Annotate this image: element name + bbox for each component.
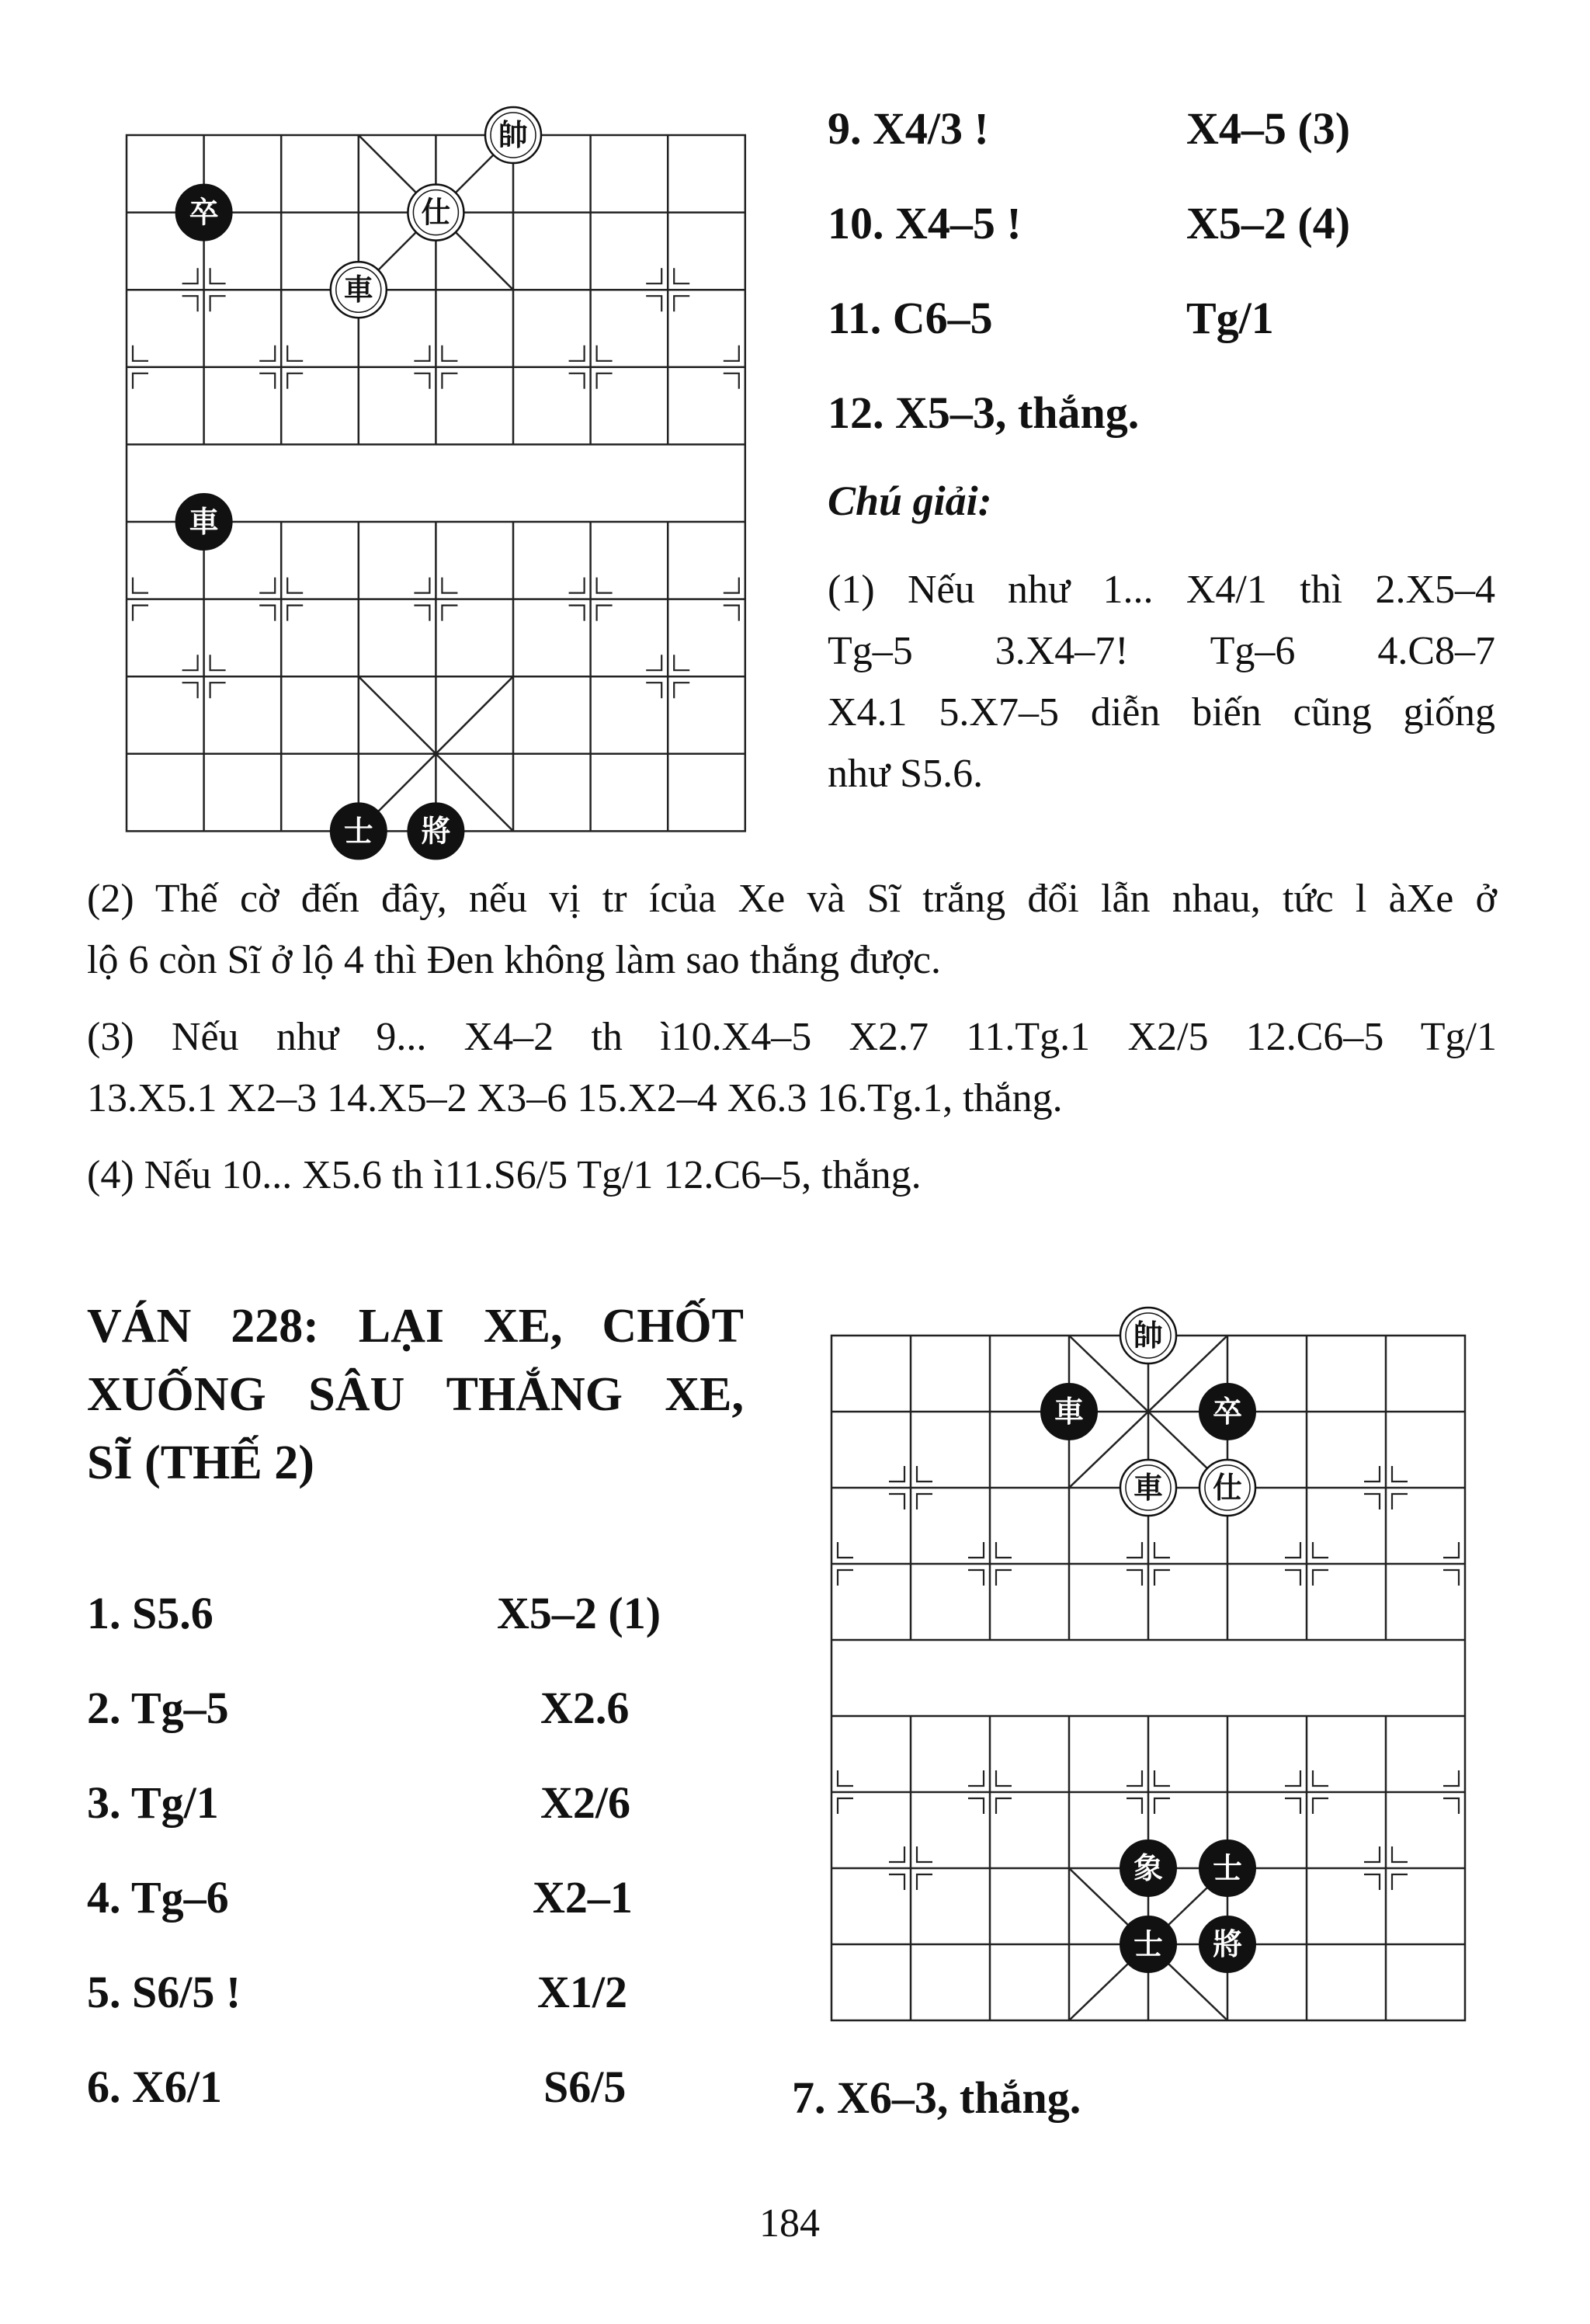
- position-marker: [442, 606, 457, 621]
- move-number: 11. C6–5: [828, 293, 993, 343]
- position-marker: [968, 1542, 984, 1558]
- black-shi-piece-2: [1120, 1916, 1176, 1972]
- note-2: [87, 868, 1497, 991]
- position-marker: [133, 578, 148, 593]
- piece-char: 卒: [1213, 1394, 1242, 1429]
- position-marker: [1392, 1494, 1408, 1509]
- title-line: XUỐNG SÂU THẮNG XE,: [87, 1368, 744, 1421]
- position-marker: [646, 683, 661, 698]
- position-marker: [917, 1874, 932, 1890]
- position-marker: [597, 373, 613, 389]
- position-marker: [1443, 1770, 1459, 1786]
- position-marker: [133, 373, 148, 389]
- move-reply: X2–1: [533, 1872, 633, 1923]
- position-marker: [569, 373, 585, 389]
- move-7: 7. X6–3, thắng.: [792, 2072, 1081, 2123]
- piece-char: 車: [1133, 1470, 1163, 1505]
- move-reply: X2.6: [540, 1683, 630, 1733]
- position-marker: [210, 655, 226, 670]
- position-marker: [1154, 1770, 1170, 1786]
- position-marker: [1285, 1570, 1300, 1586]
- position-marker: [259, 578, 275, 593]
- position-marker: [724, 578, 739, 593]
- position-marker: [287, 578, 303, 593]
- black-jiang-piece: [408, 803, 463, 859]
- white-shi-piece: [408, 185, 463, 241]
- position-marker: [917, 1466, 932, 1482]
- position-marker: [414, 606, 429, 621]
- position-marker: [259, 606, 275, 621]
- note-1-line: Tg–5 3.X4–7! Tg–6 4.C8–7: [828, 629, 1495, 673]
- position-marker: [182, 296, 198, 311]
- position-marker: [1392, 1466, 1408, 1482]
- position-marker: [1313, 1798, 1328, 1814]
- move-number: 3. Tg/1: [87, 1777, 219, 1828]
- position-marker: [968, 1570, 984, 1586]
- position-marker: [133, 346, 148, 361]
- black-shi-piece: [1199, 1840, 1255, 1896]
- position-marker: [1127, 1542, 1142, 1558]
- position-marker: [996, 1798, 1012, 1814]
- position-marker: [1154, 1570, 1170, 1586]
- note-4-line: (4) Nếu 10... X5.6 th ì11.S6/5 Tg/1 12.C6–5, thắng.: [87, 1153, 922, 1197]
- note-1-line: (1) Nếu như 1... X4/1 thì 2.X5–4: [828, 568, 1495, 612]
- note-2-line: lộ 6 còn Sĩ ở lộ 4 thì Đen không làm sao thắng được.: [87, 938, 941, 982]
- xiangqi-board-1: [124, 117, 776, 849]
- black-xiang-piece: [1120, 1840, 1176, 1896]
- piece-char: 卒: [189, 195, 219, 230]
- position-marker: [1443, 1570, 1459, 1586]
- move-number: 2. Tg–5: [87, 1683, 229, 1733]
- position-marker: [1443, 1798, 1459, 1814]
- position-marker: [1313, 1770, 1328, 1786]
- move-reply: Tg/1: [1186, 293, 1274, 343]
- position-marker: [414, 346, 429, 361]
- note-3-line: 13.X5.1 X2–3 14.X5–2 X3–6 15.X2–4 X6.3 16.Tg.1, thắng.: [87, 1076, 1063, 1120]
- position-marker: [889, 1874, 904, 1890]
- position-marker: [889, 1466, 904, 1482]
- title-line: VÁN 228: LẠI XE, CHỐT: [87, 1300, 744, 1353]
- note-2-line: (2) Thế cờ đến đây, nếu vị tr ícủa Xe và Sĩ trắng đổi lẫn nhau, tức l àXe ở: [87, 877, 1497, 921]
- piece-char: 車: [1054, 1394, 1084, 1429]
- position-marker: [1364, 1466, 1380, 1482]
- position-marker: [210, 268, 226, 283]
- position-marker: [442, 346, 457, 361]
- position-marker: [597, 346, 613, 361]
- position-marker: [1392, 1874, 1408, 1890]
- position-marker: [597, 578, 613, 593]
- move-number: 12. X5–3, thắng.: [828, 387, 1140, 438]
- position-marker: [1127, 1798, 1142, 1814]
- piece-char: 帥: [498, 117, 528, 152]
- position-marker: [182, 655, 198, 670]
- position-marker: [1364, 1494, 1380, 1509]
- note-1-line: X4.1 5.X7–5 diễn biến cũng giống: [828, 690, 1495, 735]
- position-marker: [968, 1770, 984, 1786]
- xiangqi-board-2: [828, 1318, 1464, 2034]
- position-marker: [414, 373, 429, 389]
- position-marker: [838, 1542, 853, 1558]
- black-che-piece: [1041, 1384, 1097, 1440]
- position-marker: [674, 655, 689, 670]
- position-marker: [1154, 1798, 1170, 1814]
- position-marker: [210, 683, 226, 698]
- position-marker: [1285, 1770, 1300, 1786]
- position-marker: [414, 578, 429, 593]
- move-reply: X5–2 (1): [497, 1588, 661, 1638]
- piece-char: 將: [421, 814, 451, 849]
- piece-char: 士: [343, 814, 373, 849]
- black-zu-piece: [1199, 1384, 1255, 1440]
- position-marker: [259, 346, 275, 361]
- position-marker: [1392, 1846, 1408, 1862]
- position-marker: [1364, 1846, 1380, 1862]
- note-4: [87, 1145, 1497, 1206]
- position-marker: [442, 373, 457, 389]
- position-marker: [1285, 1542, 1300, 1558]
- note-3: [87, 1006, 1497, 1129]
- position-marker: [889, 1846, 904, 1862]
- position-marker: [646, 296, 661, 311]
- note-3-line: (3) Nếu như 9... X4–2 th ì10.X4–5 X2.7 11.Tg.1 X2/5 12.C6–5 Tg/1: [87, 1015, 1497, 1059]
- position-marker: [1313, 1542, 1328, 1558]
- notes-heading: Chú giải:: [828, 478, 992, 524]
- move-number: 4. Tg–6: [87, 1872, 229, 1923]
- black-zu-piece: [176, 185, 232, 241]
- white-shuai-piece: [1120, 1308, 1176, 1363]
- move-number: 1. S5.6: [87, 1588, 214, 1638]
- white-shuai-piece: [485, 107, 541, 163]
- piece-char: 車: [343, 273, 373, 307]
- black-che-piece: [176, 494, 232, 550]
- board-2-svg: [828, 1318, 1464, 2034]
- move-reply: X1/2: [537, 1967, 627, 2017]
- position-marker: [917, 1846, 932, 1862]
- position-marker: [442, 578, 457, 593]
- position-marker: [646, 655, 661, 670]
- move-number: 10. X4–5 !: [828, 198, 1022, 248]
- note-1: [828, 559, 1495, 804]
- game-title: [87, 1292, 744, 1497]
- position-marker: [724, 606, 739, 621]
- position-marker: [724, 346, 739, 361]
- position-marker: [889, 1494, 904, 1509]
- position-marker: [259, 373, 275, 389]
- note-1-line: như S5.6.: [828, 752, 984, 796]
- position-marker: [917, 1494, 932, 1509]
- position-marker: [996, 1770, 1012, 1786]
- position-marker: [674, 268, 689, 283]
- piece-char: 士: [1133, 1926, 1163, 1961]
- black-shi-piece: [331, 803, 387, 859]
- position-marker: [838, 1570, 853, 1586]
- position-marker: [1364, 1874, 1380, 1890]
- move-reply: X5–2 (4): [1186, 198, 1351, 248]
- position-marker: [674, 296, 689, 311]
- move-reply: S6/5: [543, 2062, 627, 2112]
- position-marker: [1313, 1570, 1328, 1586]
- position-marker: [569, 578, 585, 593]
- position-marker: [287, 606, 303, 621]
- position-marker: [838, 1770, 853, 1786]
- position-marker: [182, 268, 198, 283]
- white-shi-piece: [1199, 1460, 1255, 1516]
- page-number: 184: [759, 2201, 820, 2246]
- move-reply: X2/6: [540, 1777, 630, 1828]
- move-number: 9. X4/3 !: [828, 103, 989, 154]
- position-marker: [996, 1542, 1012, 1558]
- position-marker: [1154, 1542, 1170, 1558]
- board-1-svg: [124, 117, 776, 849]
- position-marker: [996, 1570, 1012, 1586]
- position-marker: [569, 346, 585, 361]
- position-marker: [674, 683, 689, 698]
- position-marker: [287, 346, 303, 361]
- move-reply: X4–5 (3): [1186, 103, 1351, 154]
- piece-char: 象: [1133, 1850, 1163, 1885]
- piece-char: 帥: [1133, 1318, 1163, 1353]
- position-marker: [646, 268, 661, 283]
- position-marker: [968, 1798, 984, 1814]
- position-marker: [287, 373, 303, 389]
- position-marker: [1285, 1798, 1300, 1814]
- position-marker: [597, 606, 613, 621]
- position-marker: [1443, 1542, 1459, 1558]
- piece-char: 將: [1213, 1926, 1242, 1961]
- move-number: 6. X6/1: [87, 2062, 222, 2112]
- white-che-piece: [331, 262, 387, 318]
- white-che-piece: [1120, 1460, 1176, 1516]
- position-marker: [569, 606, 585, 621]
- piece-char: 仕: [421, 195, 451, 230]
- position-marker: [133, 606, 148, 621]
- position-marker: [838, 1798, 853, 1814]
- position-marker: [724, 373, 739, 389]
- move-number: 5. S6/5 !: [87, 1967, 241, 2017]
- piece-char: 仕: [1213, 1470, 1242, 1505]
- title-line: SĨ (THẾ 2): [87, 1436, 314, 1489]
- black-jiang-piece: [1199, 1916, 1255, 1972]
- piece-char: 士: [1213, 1850, 1242, 1885]
- position-marker: [1127, 1770, 1142, 1786]
- position-marker: [210, 296, 226, 311]
- position-marker: [182, 683, 198, 698]
- position-marker: [1127, 1570, 1142, 1586]
- piece-char: 車: [189, 504, 219, 539]
